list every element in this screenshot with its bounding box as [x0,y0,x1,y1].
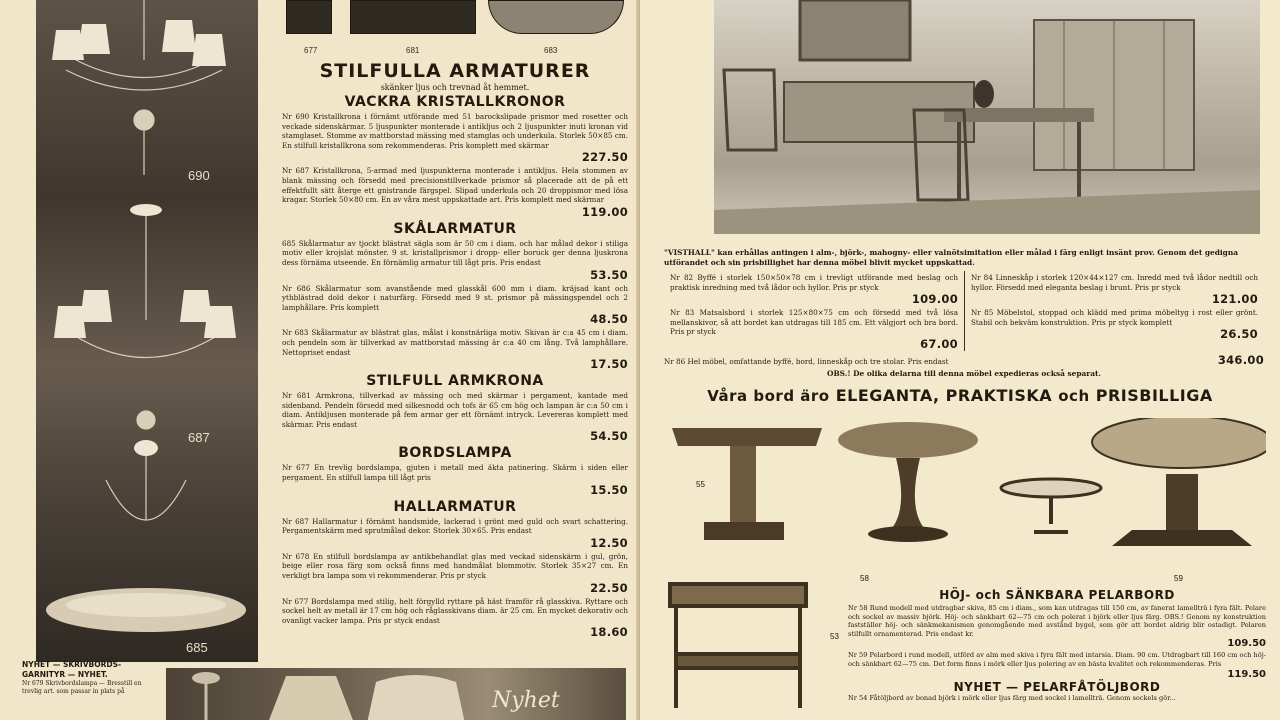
lamp-thumbnail-677 [286,0,332,34]
product-price: 17.50 [590,357,628,372]
product-description: Nr 82 Byffé i storlek 150×50×78 cm i trevligt utförande med beslag och praktisk inredning med två lådor och hyllor. Pris pr styck [670,273,958,292]
dining-room-photo [714,0,1260,234]
table-55-image [672,428,822,540]
product-item [670,308,958,351]
table-number: 59 [1174,574,1183,583]
product-price: 109.00 [911,292,958,307]
main-heading: STILFULLA ARMATURER [319,60,591,82]
product-price: 15.50 [590,482,628,497]
armchair-table-text: Nr 54 Fåtöljbord av bonad björk i mörk eller ljus färg med sockel i lamellträ. Genom sockels gör... [848,693,1176,702]
product-price: 121.00 [1211,292,1258,307]
product-description: Nr 683 Skålarmatur av blästrat glas, målat i konstnärliga motiv. Skivan är c:a 45 cm i diam. och pendeln som är tillverkad av mattborstad mässing är c:a 40 cm lång. Två lamphållare. Nettopriset endast [282,328,628,357]
product-item [282,552,628,595]
product-item [282,391,628,443]
complete-set-price: 346.00 [1217,352,1264,367]
tables-heading-tail: PRISBILLIGA [1095,386,1213,405]
novelty-box [22,660,152,695]
pedestal-tables-section [848,588,1266,702]
product-item [282,517,628,550]
trolley-53-image [670,584,806,708]
tray-table-image [1001,479,1101,532]
lamp-number-687: 687 [188,430,210,445]
product-description: Nr 681 Armkrona, tillverkad av mässing och med skärmar i pergament, kantade med sidenband. Pendeln försedd med silkesnodd och tofs är 65 cm hög och lampan är c:a 50 cm i diam. Antikljusen monterade på fem armar ger ett förnämt intryck. Levereras komplett med skärmar. Pris endast [282,391,628,429]
product-description: Nr 678 En stilfull bordslampa av antikbehandlat glas med veckad sidenskärm i gul, grön, beige eller rosa färg som också finns med handmålat blommotiv. Storlek 35×27 cm. En verkligt bra lampa som vi rekommenderar. Pris pr styck [282,551,628,581]
product-price: 18.60 [590,625,628,640]
product-item [282,597,628,640]
lamp-thumbnail-681 [350,0,476,34]
section-heading: STILFULL ARMKRONA [366,373,544,390]
product-item [971,308,1258,341]
tables-heading-lead: Våra bord äro [707,387,830,405]
product-price: 12.50 [590,535,628,550]
table-number: 53 [830,632,839,641]
product-item [670,273,958,306]
section-heading: SKÅLARMATUR [393,220,517,237]
product-item [848,604,1266,649]
product-item [282,166,628,218]
product-description: 685 Skålarmatur av tjockt blästrat sägla som är 50 cm i diam. och har målad dekor i stiliga motiv eller krojslat mönster. 9 st. kristallprismor i dropp- eller boruck ger denna ljuskrona dess förnäma utseende. En förnämlig armatur till lågt pris. Pris endast [282,238,628,267]
novelty-title: NYHET — SKRIVBORDS-GARNITYR — NYHET. [22,660,122,679]
dining-set-text [664,248,1264,378]
product-description: Nr 687 Hallarmatur i förnämt handsmide, lackerad i grönt med guld och svart schattering. Pergamentskärm med sprutmålad dekor. Storlek 30×65. Pris endast [282,516,628,536]
section-heading: VACKRA KRISTALLKRONOR [344,94,566,110]
tables-heading-och: och [1058,387,1090,405]
nyhet-script-label: Nyhet [492,688,560,713]
table-58-image [838,422,978,542]
product-price: 48.50 [590,312,628,327]
lamp-number-685: 685 [186,640,208,655]
product-description: Nr 85 Möbelstol, stoppad och klädd med prima möbeltyg i rost eller grönt. Stabil och bekväm konstruktion. Pris pr styck komplett [971,308,1258,327]
chandelier-photo-column [36,0,258,662]
complete-set-text: Nr 86 Hel möbel, omfattande byffé, bord, linneskåp och tre stolar. Pris endast [664,356,949,366]
product-price: 54.50 [590,429,628,444]
right-page [640,0,1280,720]
product-price: 67.00 [920,336,958,351]
table-59-image [1092,418,1266,546]
product-item [282,328,628,371]
main-subheading: skänker ljus och trevnad åt hemmet. [380,83,530,92]
product-item [848,651,1266,679]
table-number: 55 [696,480,705,489]
product-description: Nr 59 Pelarbord i rund modell, utförd av alm med skiva i fyra fält med intarsia. Diam. 90 cm. Utdragbart till 160 cm och höj- och sänkbart 62—75 cm. Det form finns i mörk eller ljus polering av en bästa kvalitet och rekommenderas. Pris [848,651,1266,668]
product-description: Nr 687 Kristallkrona, 5-armad med ljuspunkterna monterade i antikljus. Hela stommen av blank mässing och försedd med precisionstillverkade prismor så placerade att de på ett effektfullt sätt återge ett gnistrande färgspel. Slipad underkula och 20 droppismor med lösa kragar. Storlek 50×80 cm. En av våra mest uppskattade art. Pris komplett med skärmar [282,166,628,205]
product-description: Nr 58 Rund modell med utdragbar skiva, 85 cm i diam., som kan utdragas till 150 cm, av fanerat lamellträ i fyra fält. Pelare och sockel av massiv björk. Höj- och sänkbart 62—75 cm och polerat i björk eller ljus färg. OBS.! Genom ny konstruktion fastställer höj- och sänkmekanismen genomgående med avstånd bygel, som gör att bordet aldrig blir ostadigt. Pelaren stilfullt ornamenterad. Pris endast kr. [848,604,1266,638]
product-price: 26.50 [1220,327,1258,342]
product-description: Nr 690 Kristallkrona i förnämt utförande med 51 barockslipade prismor med rosetter och veckade sidenskärmar. 5 ljuspunkter monterade i antikljus och 2 ljuspunkter inuti kronan vid stamglaset. Stomme av mattborstad mässing med stamglas och underkula. Storlek 50×85 cm. En stilfull kristallkrona som rekommenderas. Pris komplett med skärmar [282,112,628,150]
section-heading: HALLARMATUR [393,498,517,515]
separate-delivery-note: OBS.! De olika delarna till denna möbel expedieras också separat. [827,368,1101,378]
chandelier-illustrations [36,0,258,662]
section-heading: BORDSLAMPA [398,445,512,462]
product-description: Nr 686 Skålarmatur som avanstående med glasskål 600 mm i diam. kräjsad kant och ythblästrad dold dekor i naturfärg. Försedd med 9 st. prismor på mässingspendel och 2 lamphållare. Pris komplett [282,283,628,312]
armchair-table-heading: NYHET — PELARFÅTÖLJBORD [953,679,1161,694]
tables-heading [640,386,1280,405]
dining-room-illustration [714,0,1260,234]
product-description: Nr 677 En trevlig bordslampa, gjuten i metall med äkta patinering. Skärm i siden eller pergament. En stilfull lampa till lågt pris [282,463,628,483]
product-price: 119.50 [1227,668,1266,680]
product-price: 227.50 [581,150,628,165]
product-item [282,239,628,282]
thumb-number: 681 [406,46,420,55]
product-price: 119.00 [581,204,628,219]
lamp-thumbnail-683 [488,0,624,34]
product-item [282,284,628,327]
product-item [971,273,1258,306]
catalog-text-column [282,60,628,639]
product-item [282,463,628,496]
product-price: 22.50 [590,580,628,595]
dining-items-left [664,271,964,351]
thumb-number: 677 [304,46,318,55]
product-description: Nr 84 Linneskåp i storlek 120×44×127 cm. Inredd med två lådor nedtill och hyllor. Försedd med eleganta beslag i brunt. Pris pr styck [971,273,1258,292]
product-price: 109.50 [1227,638,1266,650]
tables-heading-main: ELEGANTA, PRAKTISKA [835,386,1053,405]
pedestal-tables-heading: HÖJ- och SÄNKBARA PELARBORD [939,588,1175,602]
product-description: Nr 677 Bordslampa med stilig, helt förgylld ryttare på häst framför rå glasskiva. Ryttare och sockel helt av metall är 17 cm hög och råglasskivans diam. är 25 cm. En mycket dekorativ och ovanligt vacker lampa. Pris pr styck endast [282,596,628,625]
product-description: Nr 83 Matsalsbord i storlek 125×80×75 cm och försedd med två lösa mellanskivor, så att bordet kan utdragas till 185 cm. Ett välgjort och bra bord. Pris pr styck [670,308,958,337]
table-number: 58 [860,574,869,583]
complete-set-row [664,353,1264,367]
product-price: 53.50 [590,267,628,282]
dining-items-right [964,271,1264,351]
thumb-number: 683 [544,46,558,55]
novelty-text: Nr 679 Skrivbordslampa — Bresstill en trevlig art. som passar in plats på [22,680,142,695]
product-item [282,112,628,164]
dining-set-intro: "VISTHALL" kan erhållas antingen i alm-, björk-, mahogny- eller valnötsimitation eller målad i färg enligt insänt prov. Genom det gedigna utförandet och sin prisbillighet har denna möbel blivit mycket uppskattad. [664,248,1239,267]
lamp-number-690: 690 [188,168,210,183]
